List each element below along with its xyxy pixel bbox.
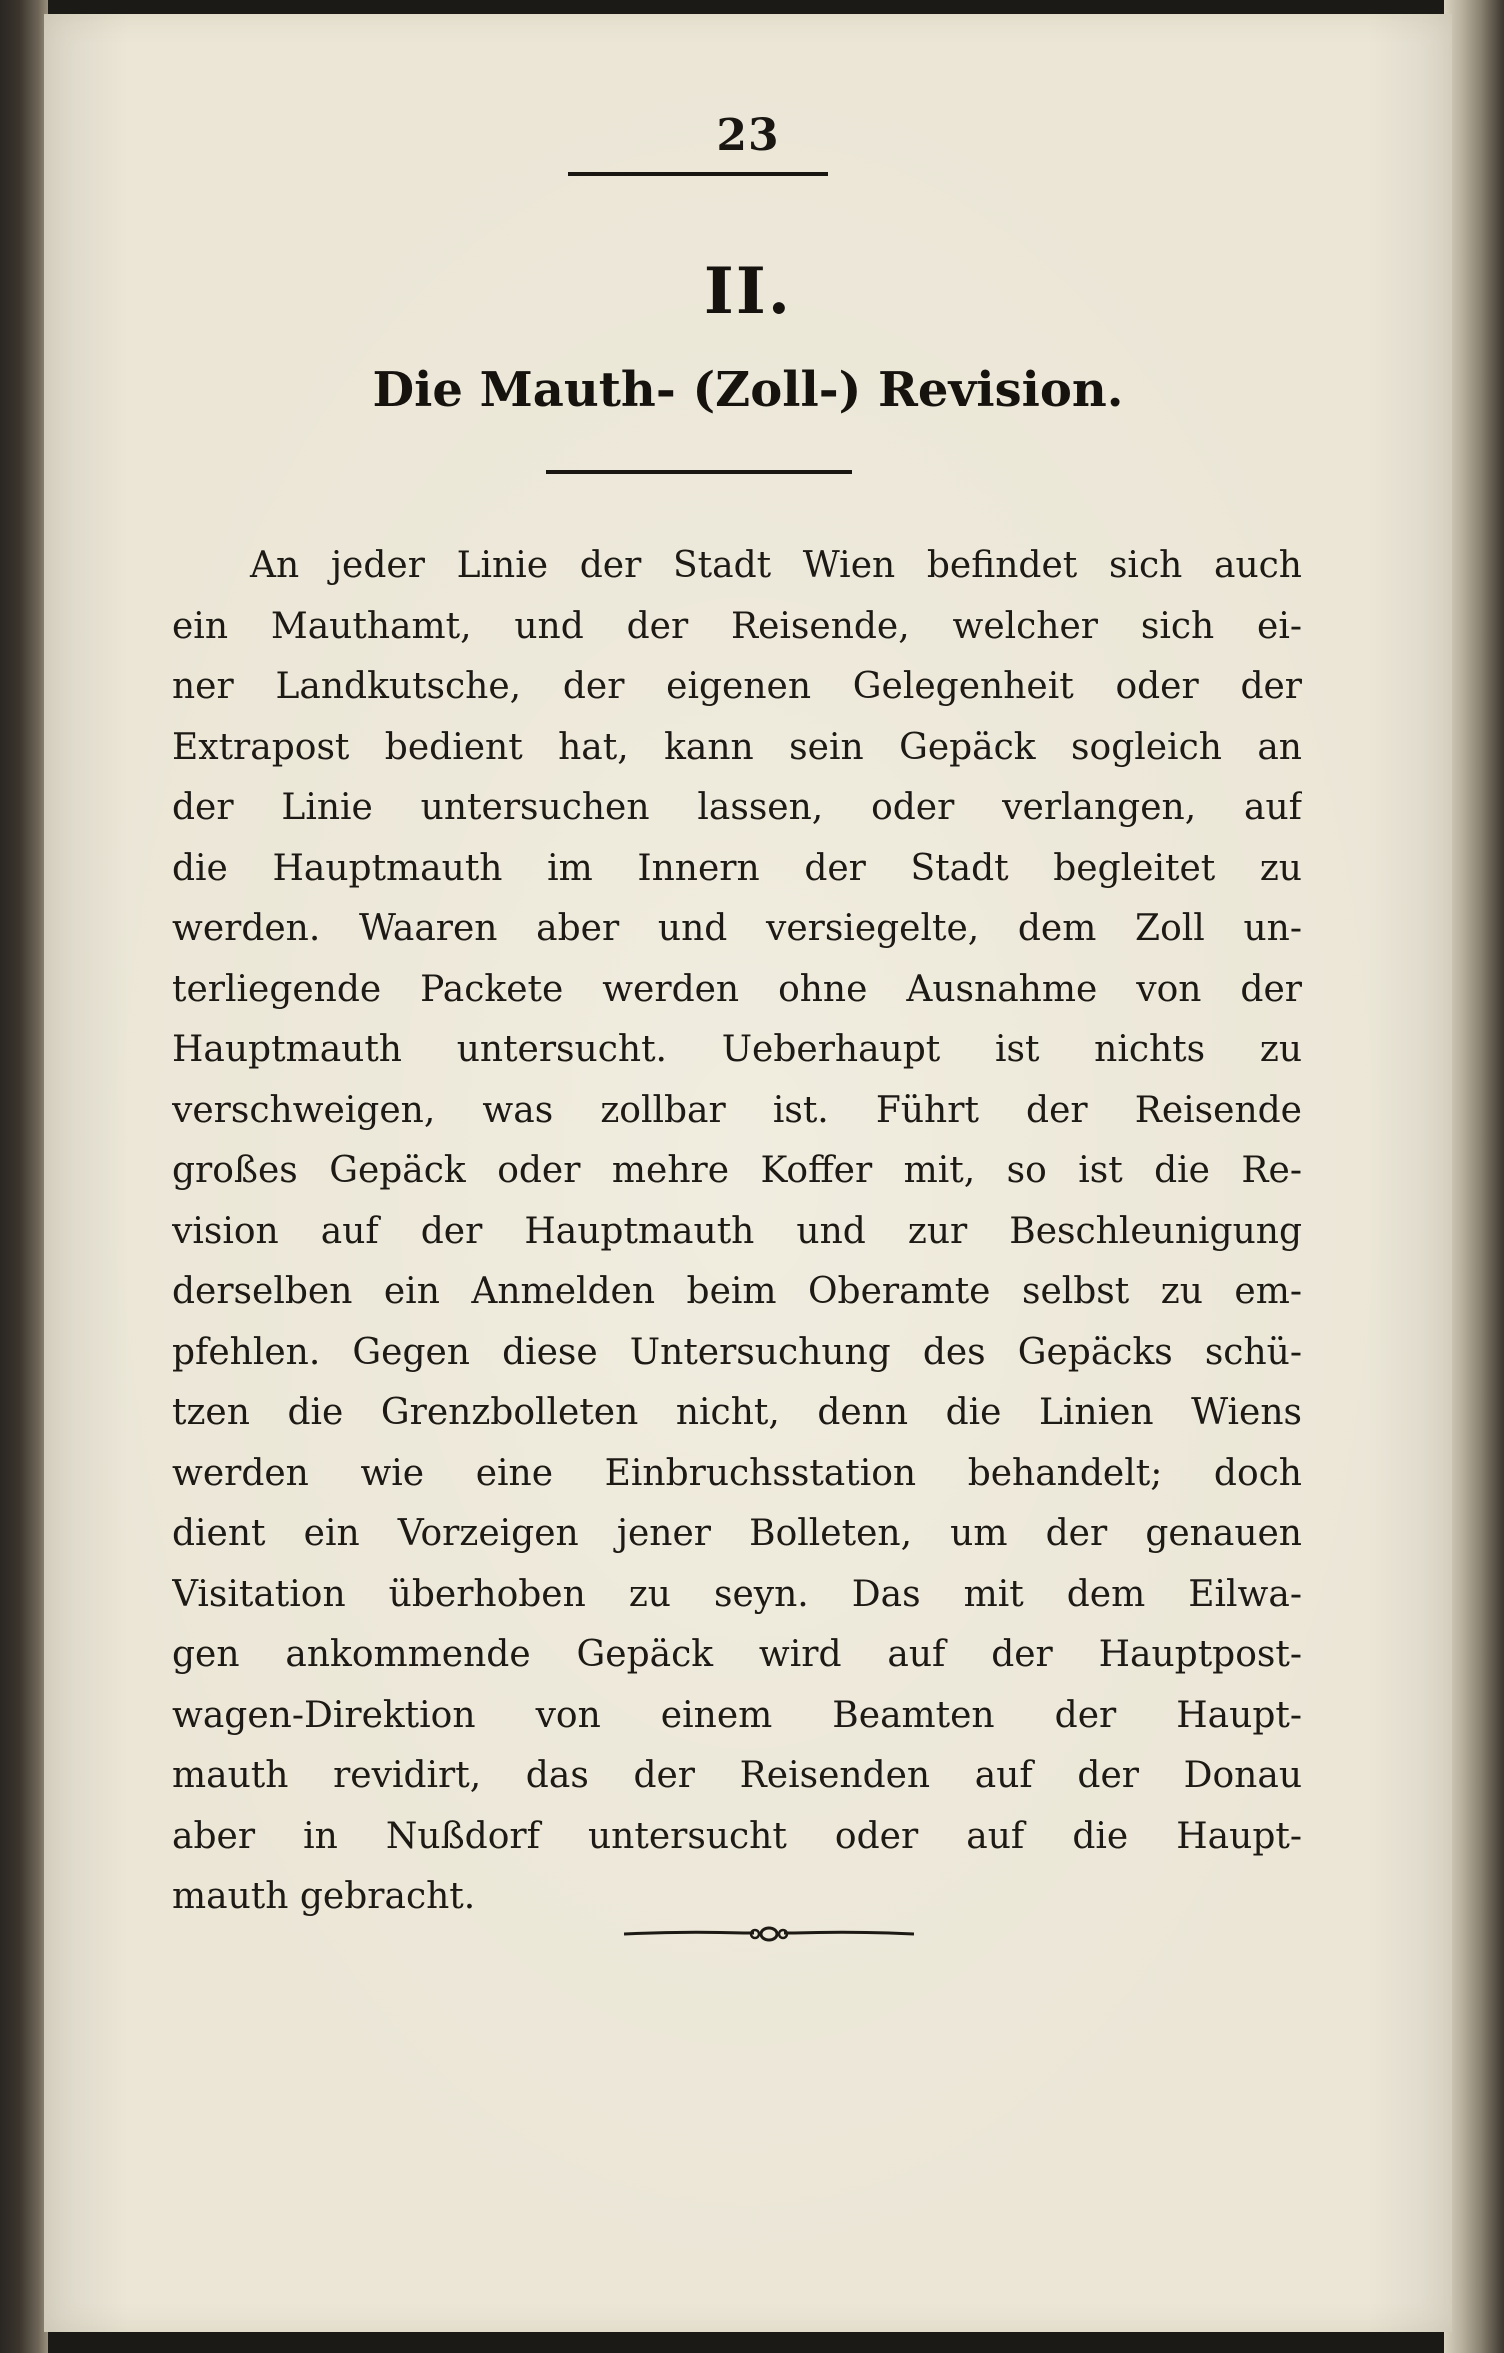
header-rule <box>568 172 828 176</box>
book-binding <box>0 0 48 2353</box>
title-rule <box>546 470 852 474</box>
ornament-rule-icon <box>624 1922 914 1946</box>
text-line: großes Gepäck oder mehre Koffer mit, so ist die Re- <box>172 1150 1302 1191</box>
text-line: pfehlen. Gegen diese Untersuchung des Gepäcks schü- <box>172 1331 1302 1373</box>
text-line: der Linie untersuchen lassen, oder verlangen, auf <box>172 787 1302 828</box>
text-line: dient ein Vorzeigen jener Bolleten, um der genauen <box>172 1513 1302 1554</box>
text-line: werden. Waaren aber und versiegelte, dem Zoll un- <box>172 908 1302 949</box>
text-line: mauth gebracht. <box>172 1876 476 1917</box>
text-line: An jeder Linie der Stadt Wien befindet sich auch <box>250 545 1302 586</box>
text-line: tzen die Grenzbolleten nicht, denn die Linien Wiens <box>172 1392 1302 1433</box>
text-line: werden wie eine Einbruchsstation behandelt; doch <box>172 1452 1302 1494</box>
text-line: gen ankommende Gepäck wird auf der Hauptpost- <box>172 1634 1302 1675</box>
page-edges <box>1444 0 1504 2353</box>
text-line: terliegende Packete werden ohne Ausnahme von der <box>172 968 1302 1010</box>
text-line: ner Landkutsche, der eigenen Gelegenheit oder der <box>172 666 1302 707</box>
text-line: Visitation überhoben zu seyn. Das mit dem Eilwa- <box>172 1573 1302 1615</box>
text-line: mauth revidirt, das der Reisenden auf der Donau <box>172 1755 1302 1796</box>
book-page <box>44 14 1452 2332</box>
chapter-number: II. <box>703 254 793 329</box>
text-line: vision auf der Hauptmauth und zur Beschleunigung <box>172 1210 1302 1252</box>
text-line: Hauptmauth untersucht. Ueberhaupt ist nichts zu <box>172 1029 1302 1070</box>
page-number: 23 <box>716 110 780 161</box>
text-line: ein Mauthamt, und der Reisende, welcher sich ei- <box>172 605 1302 647</box>
text-line: aber in Nußdorf untersucht oder auf die Haupt- <box>172 1815 1302 1857</box>
text-line: Extrapost bedient hat, kann sein Gepäck sogleich an <box>172 726 1302 768</box>
body-text <box>172 536 1302 1928</box>
chapter-title: Die Mauth- (Zoll-) Revision. <box>372 362 1124 418</box>
text-line: die Hauptmauth im Innern der Stadt begleitet zu <box>172 847 1302 889</box>
text-line: verschweigen, was zollbar ist. Führt der Reisende <box>172 1089 1302 1131</box>
text-line: wagen-Direktion von einem Beamten der Haupt- <box>172 1694 1302 1736</box>
text-line: derselben ein Anmelden beim Oberamte selbst zu em- <box>172 1271 1302 1312</box>
